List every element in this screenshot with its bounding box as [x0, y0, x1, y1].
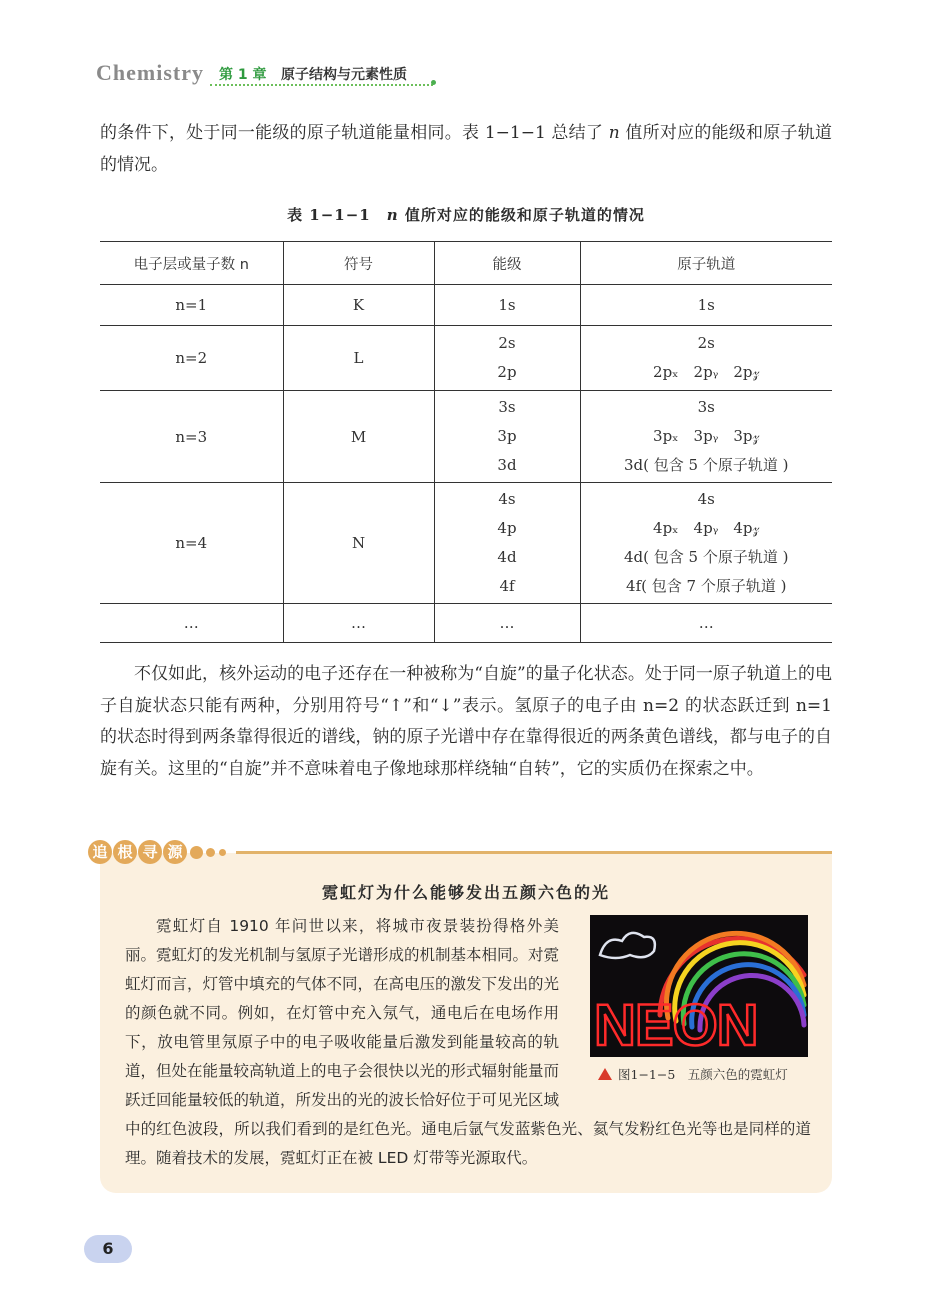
spin-paragraph-text: 不仅如此，核外运动的电子还存在一种被称为“自旋”的量子化状态。处于同一原子轨道上的电子自旋状态只能有两种，分别用符号“↑”和“↓”表示。氢原子的电子由 n=2 的状态跃迁到 n=1 的状态时得到两条靠得很近的谱线，钠的原子光谱中存在靠得很近的两条黄色谱线，都与电子的自旋有关。这里的“自旋”并不意味着电子像地球那样绕轴“自转”，它的实质仍在探索之中。 — [100, 664, 832, 779]
table-caption-number: 表 1−1−1 — [287, 206, 371, 224]
orbital-item: 3d( 包含 5 个原子轨道 ) — [624, 456, 789, 474]
figure-caption-text: 图1−1−5 五颜六色的霓虹灯 — [618, 1067, 788, 1082]
table-cell-orbitals — [580, 391, 832, 483]
table-cell-n: n=4 — [100, 483, 283, 604]
spin-paragraph — [100, 659, 832, 785]
header-dotted-rule — [210, 84, 433, 86]
intro-text-b: 值所对应的能级和原子轨道的情况。 — [100, 123, 832, 175]
level-item: 3p — [497, 427, 517, 445]
feature-text: 霓虹灯自 1910 年问世以来，将城市夜景装扮得格外美丽。霓虹灯的发光机制与氢原子光谱形成的机制基本相同。对霓虹灯而言，灯管中填充的气体不同，在高电压的激发下发出的光的颜色就不同。例如，在灯管中充入氖气，通电后在电场作用下，放电管里氖原子中的电子吸收能量后激发到能量较高的轨道，但处在能量较高轨道上的电子会很快以光的形式辐射能量而跃迁回能量较低的轨道，所发出的光的波长恰好位于可见光区域中的红色波段，所以我们看到的是红色光。通电后氩气发蓝紫色光、氦气发粉红色光等也是同样的道理。随着技术的发展，霓虹灯正在被 LED 灯带等光源取代。 — [125, 917, 811, 1167]
level-item: 4p — [497, 519, 517, 537]
level-item: 2s — [498, 334, 516, 352]
level-item: 4s — [498, 490, 516, 508]
orbital-item: 3pₓ 3pᵧ 3p𝓏 — [653, 427, 760, 445]
header-rule-dot — [431, 80, 436, 85]
level-item: 3d — [497, 456, 517, 474]
table-header-cell: 符号 — [283, 242, 434, 285]
table-row — [100, 326, 832, 391]
orbital-item: 2s — [697, 334, 715, 352]
orbital-table — [100, 241, 832, 643]
table-cell-orbital: … — [580, 604, 832, 643]
table-header-cell: 能级 — [434, 242, 580, 285]
table-cell-symbol: N — [283, 483, 434, 604]
table-caption-n: n — [386, 206, 399, 224]
feature-badge-char: 根 — [113, 840, 137, 864]
table-header-row — [100, 242, 832, 285]
table-cell-level: … — [434, 604, 580, 643]
table-cell-orbitals — [580, 483, 832, 604]
header-wordmark: Chemistry — [96, 60, 204, 85]
neon-word: NEON — [594, 993, 758, 1057]
table-cell-symbol: K — [283, 285, 434, 326]
feature-title: 霓虹灯为什么能够发出五颜六色的光 — [321, 883, 610, 902]
feature-badge-char: 源 — [163, 840, 187, 864]
badge-dot-icon — [190, 846, 203, 859]
orbital-item: 2pₓ 2pᵧ 2p𝓏 — [653, 363, 760, 381]
page-number: 6 — [84, 1235, 132, 1263]
header-chapter: 第 1 章 — [219, 67, 267, 83]
orbital-item: 4pₓ 4pᵧ 4p𝓏 — [653, 519, 760, 537]
orbital-item: 4d( 包含 5 个原子轨道 ) — [624, 548, 789, 566]
table-cell-levels — [434, 391, 580, 483]
level-item: 3s — [498, 398, 516, 416]
table-cell-level: 1s — [434, 285, 580, 326]
table-row — [100, 483, 832, 604]
level-item: 4d — [497, 548, 517, 566]
table-row — [100, 285, 832, 326]
level-item: 4f — [499, 577, 515, 595]
table-cell-n: … — [100, 604, 283, 643]
feature-badge-char: 追 — [88, 840, 112, 864]
feature-box-rule — [236, 851, 832, 854]
orbital-item: 4f( 包含 7 个原子轨道 ) — [626, 577, 787, 595]
orbital-item: 4s — [697, 490, 715, 508]
table-row — [100, 604, 832, 643]
table-cell-orbital: 1s — [580, 285, 832, 326]
neon-sign-image — [590, 915, 808, 1057]
table-cell-levels — [434, 483, 580, 604]
table-cell-levels — [434, 326, 580, 391]
level-item: 2p — [497, 363, 517, 381]
figure-caption — [598, 1065, 788, 1083]
header-chapter-title: 原子结构与元素性质 — [281, 67, 407, 83]
table-cell-orbitals — [580, 326, 832, 391]
table-row — [100, 391, 832, 483]
table-cell-n: n=2 — [100, 326, 283, 391]
badge-dot-icon — [206, 848, 215, 857]
table-caption-text: 值所对应的能级和原子轨道的情况 — [398, 206, 645, 224]
badge-dot-icon — [219, 849, 226, 856]
table-cell-symbol: … — [283, 604, 434, 643]
table-header-cell: 原子轨道 — [580, 242, 832, 285]
table-cell-symbol: M — [283, 391, 434, 483]
figure-triangle-icon — [598, 1068, 612, 1080]
table-caption — [100, 204, 832, 225]
intro-text-a: 的条件下，处于同一能级的原子轨道能量相同。表 1−1−1 总结了 — [100, 123, 609, 143]
table-cell-symbol: L — [283, 326, 434, 391]
feature-badge-char: 寻 — [138, 840, 162, 864]
orbital-item: 3s — [697, 398, 715, 416]
table-header-cell: 电子层或量子数 n — [100, 242, 283, 285]
table-cell-n: n=3 — [100, 391, 283, 483]
intro-paragraph — [100, 118, 832, 181]
intro-n: n — [608, 123, 620, 143]
table-cell-n: n=1 — [100, 285, 283, 326]
